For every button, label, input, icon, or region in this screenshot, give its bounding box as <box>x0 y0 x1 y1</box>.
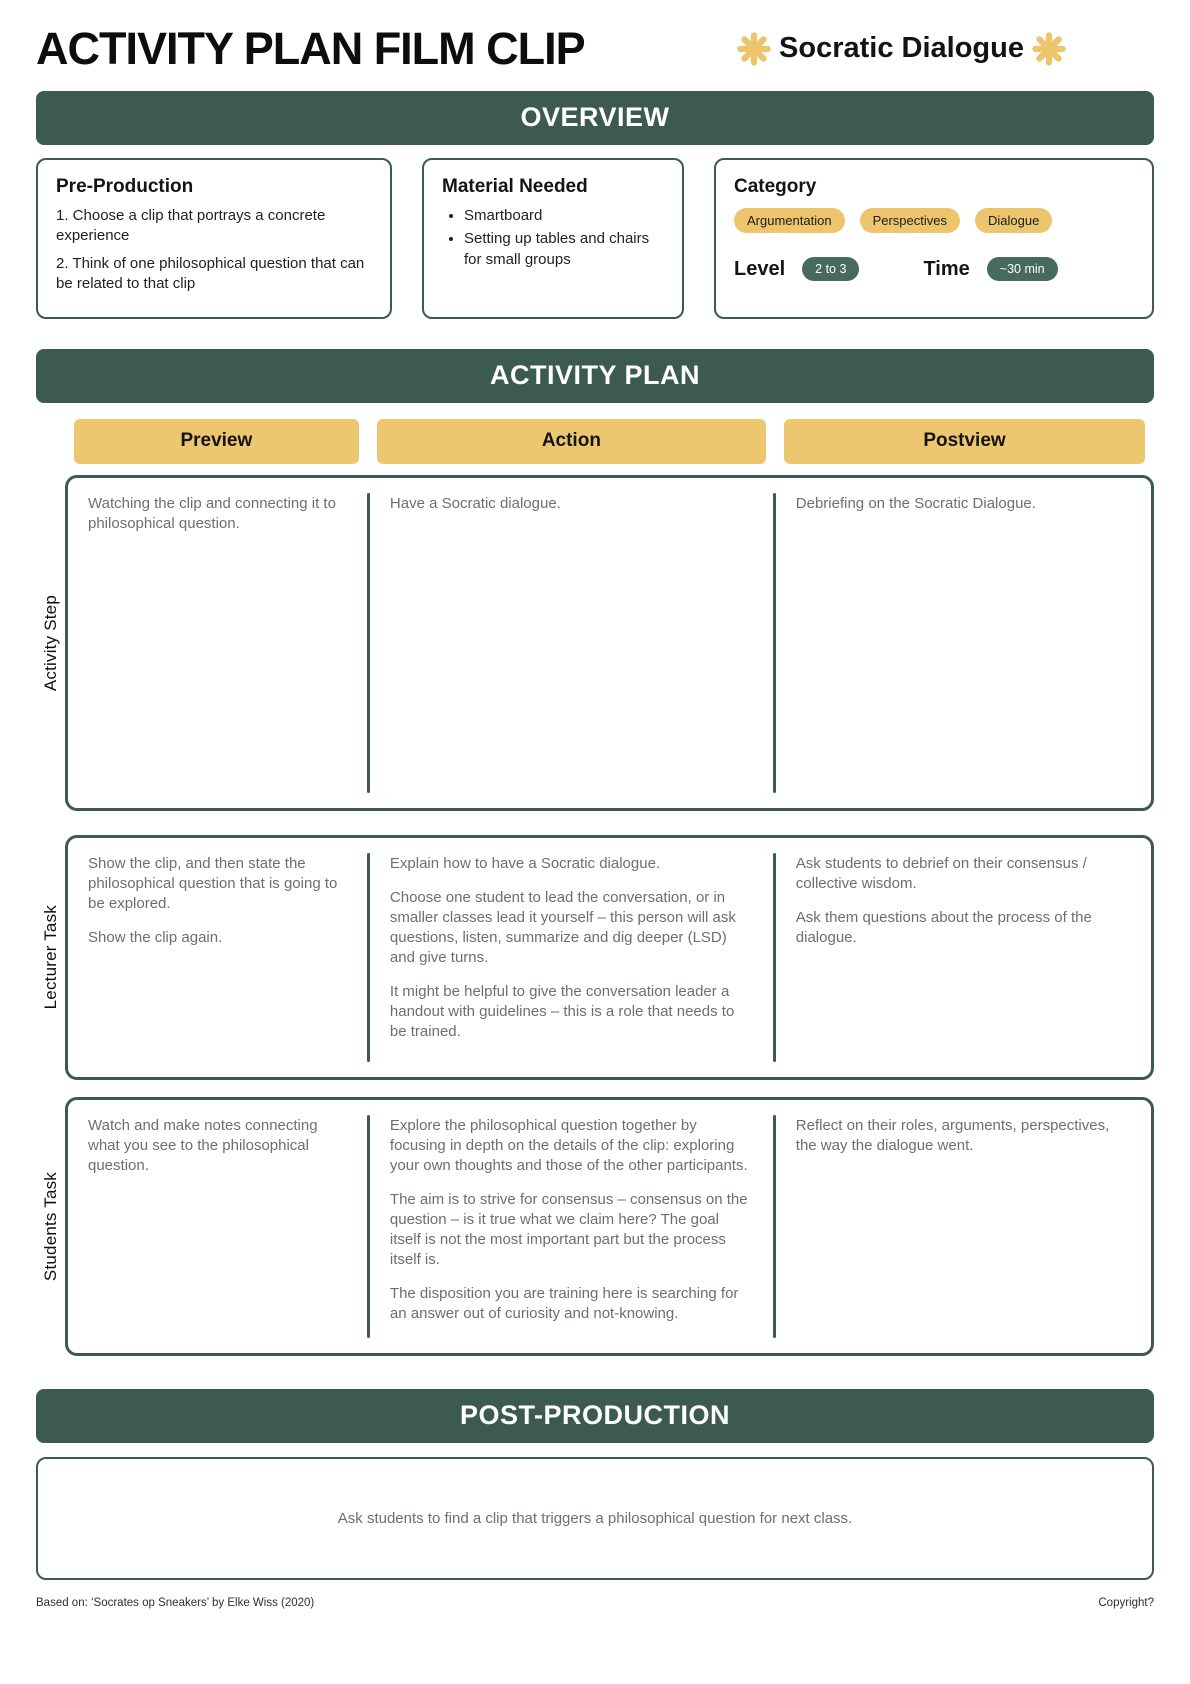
category-title: Category <box>734 176 817 197</box>
cell-activity-step-preview <box>68 478 367 808</box>
row-label: Activity Step <box>40 594 60 692</box>
cell-paragraph: The aim is to strive for consensus – consensus on the question – is it true what we claim here? The goal itself is not the most important part but the process itself is. <box>389 1190 748 1268</box>
attribution-text: Based on: ‘Socrates op Sneakers’ by Elke Wiss (2020) <box>36 1597 315 1610</box>
category-card <box>714 158 1154 319</box>
cell-paragraph: Ask them questions about the process of the dialogue. <box>795 908 1092 946</box>
pre-production-title: Pre-Production <box>56 176 194 197</box>
pre-production-card <box>36 158 392 319</box>
time-badge: ~30 min <box>987 257 1058 281</box>
column-header-action <box>368 419 775 464</box>
column-header-postview <box>775 419 1154 464</box>
category-tags <box>734 208 1134 233</box>
category-tag-dialogue: Dialogue <box>975 208 1052 233</box>
row-box <box>65 475 1154 811</box>
material-needed-list <box>464 206 664 270</box>
column-headers <box>65 419 1154 464</box>
column-header-label: Postview <box>784 419 1145 464</box>
subtitle-group <box>737 32 1066 66</box>
cell-paragraph: Show the clip, and then state the philosophical question that is going to be explored. <box>88 855 338 912</box>
cell-paragraph: Watching the clip and connecting it to philosophical question. <box>88 495 336 532</box>
row-students-task <box>36 1097 1154 1356</box>
post-production-box <box>36 1457 1154 1580</box>
subtitle-text: Socratic Dialogue <box>779 32 1024 64</box>
page-footer <box>36 1597 1154 1609</box>
cell-activity-step-action <box>370 478 773 808</box>
category-tag-argumentation: Argumentation <box>734 208 845 233</box>
cell-lecturer-task-postview <box>776 838 1151 1077</box>
row-box <box>65 1097 1154 1356</box>
page-title: ACTIVITY PLAN FILM CLIP <box>36 23 585 74</box>
column-header-preview <box>65 419 368 464</box>
cell-paragraph: The disposition you are training here is searching for an answer out of curiosity and not-knowing. <box>389 1284 739 1322</box>
cell-students-task-action <box>370 1100 773 1353</box>
cell-paragraph: Debriefing on the Socratic Dialogue. <box>795 495 1036 512</box>
material-item: • Setting up tables and chairs for small groups <box>464 229 664 270</box>
cell-paragraph: Show the clip again. <box>88 928 223 946</box>
cell-paragraph: Ask students to debrief on their consensus / collective wisdom. <box>795 855 1087 892</box>
row-activity-step <box>36 475 1154 811</box>
pre-production-item: 2. Think of one philosophical question that can be related to that clip <box>56 254 365 292</box>
row-lecturer-task <box>36 835 1154 1080</box>
cell-paragraph: Have a Socratic dialogue. <box>389 495 561 512</box>
category-tag-perspectives: Perspectives <box>860 208 960 233</box>
column-header-label: Action <box>377 419 766 464</box>
time-label: Time <box>923 257 970 280</box>
row-label-wrap <box>36 1097 65 1356</box>
activity-plan-banner: ACTIVITY PLAN <box>36 349 1154 403</box>
cell-students-task-preview <box>68 1100 367 1353</box>
overview-cards <box>36 158 1154 319</box>
row-label: Students Task <box>40 1172 60 1282</box>
row-label-wrap <box>36 835 65 1080</box>
cell-students-task-postview <box>776 1100 1151 1353</box>
cell-paragraph: Explore the philosophical question together by focusing in depth on the details of the clip: exploring your own thoughts and those of the other participants. <box>389 1117 748 1174</box>
cell-paragraph: Choose one student to lead the conversation, or in smaller classes lead it yourself – this person will ask questions, listen, summarize and dig deeper (LSD) and give turns. <box>389 888 736 966</box>
cell-lecturer-task-action <box>370 838 773 1077</box>
material-needed-card <box>422 158 684 319</box>
cell-paragraph: Reflect on their roles, arguments, perspectives, the way the dialogue went. <box>795 1117 1110 1154</box>
pre-production-item: 1. Choose a clip that portrays a concrete experience <box>56 207 326 245</box>
row-label-wrap <box>36 475 65 811</box>
level-time-row <box>734 257 1134 281</box>
row-box <box>65 835 1154 1080</box>
copyright-text: Copyright? <box>1098 1597 1154 1610</box>
level-badge: 2 to 3 <box>802 257 859 281</box>
cell-paragraph: Watch and make notes connecting what you see to the philosophical question. <box>88 1117 318 1174</box>
material-item: • Smartboard <box>464 206 664 226</box>
asterisk-icon <box>1032 32 1066 66</box>
cell-paragraph: It might be helpful to give the conversation leader a handout with guidelines – this is a role that needs to be trained. <box>389 982 735 1040</box>
cell-lecturer-task-preview <box>68 838 367 1077</box>
row-label: Lecturer Task <box>40 905 60 1010</box>
material-needed-title: Material Needed <box>442 176 588 197</box>
asterisk-icon <box>737 32 771 66</box>
post-production-text: Ask students to find a clip that triggers a philosophical question for next class. <box>337 1510 853 1528</box>
cell-paragraph: Explain how to have a Socratic dialogue. <box>389 855 661 872</box>
page-header <box>36 23 1154 74</box>
column-header-label: Preview <box>74 419 359 464</box>
post-production-banner: POST-PRODUCTION <box>36 1389 1154 1443</box>
level-label: Level <box>734 257 786 280</box>
overview-banner: OVERVIEW <box>36 91 1154 145</box>
cell-activity-step-postview <box>776 478 1151 808</box>
